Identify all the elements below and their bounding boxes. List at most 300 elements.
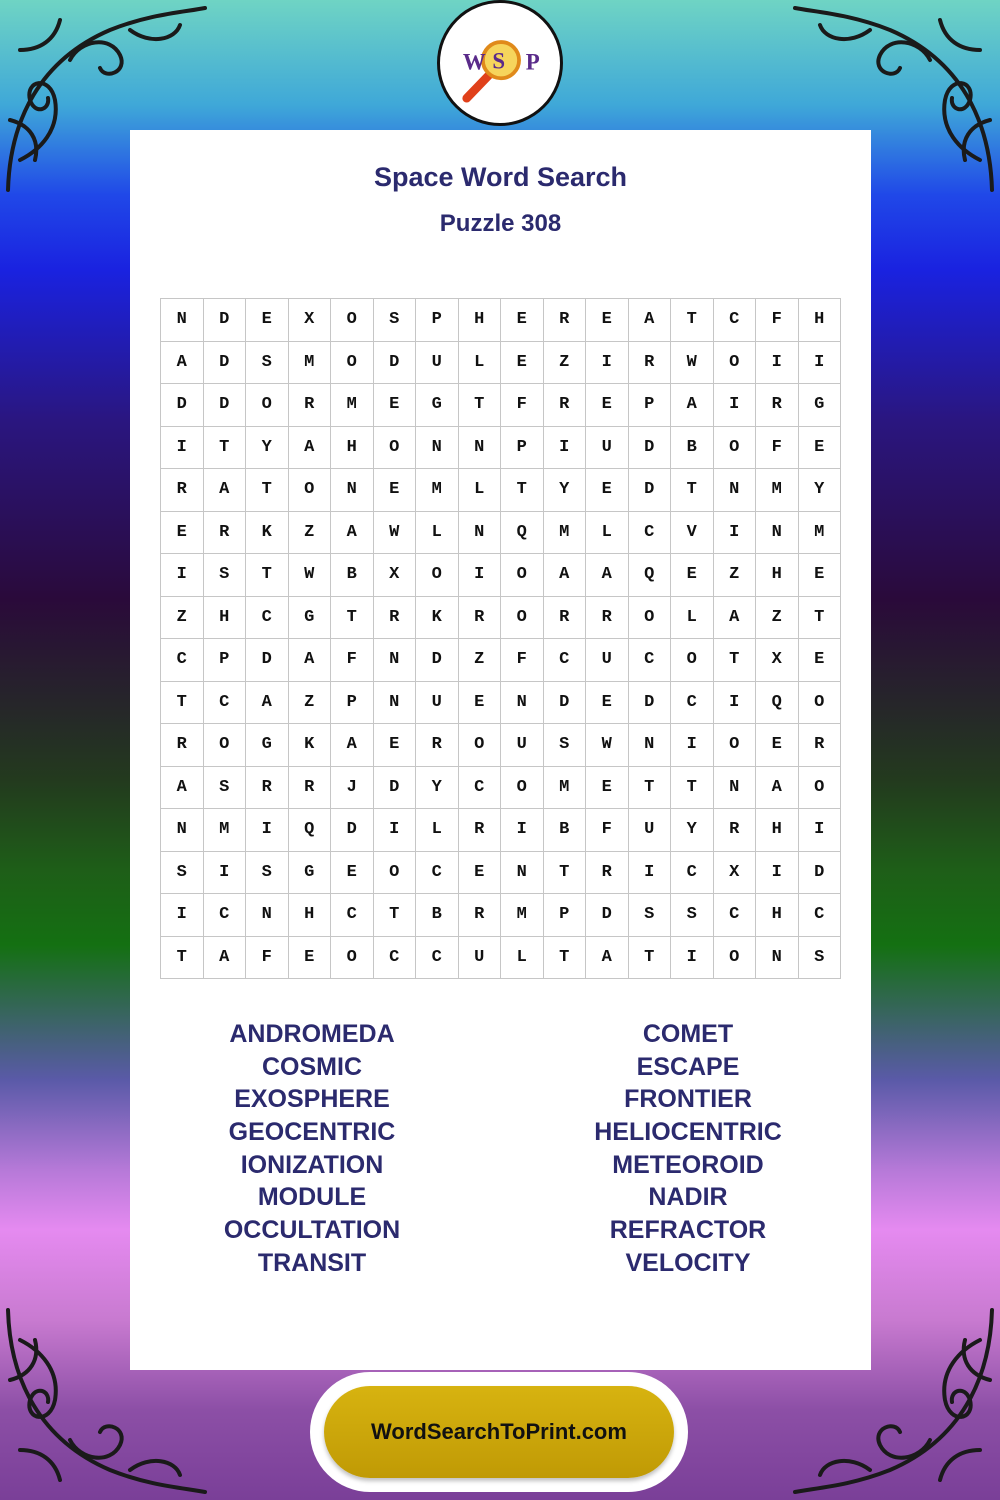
grid-cell[interactable]: D xyxy=(628,469,671,512)
grid-row xyxy=(161,681,841,724)
grid-cell[interactable]: X xyxy=(756,639,799,682)
grid-cell[interactable]: A xyxy=(203,469,246,512)
grid-cell[interactable]: M xyxy=(798,511,841,554)
grid-cell[interactable]: D xyxy=(331,809,374,852)
grid-cell[interactable]: R xyxy=(161,724,204,767)
grid-cell[interactable]: R xyxy=(543,384,586,427)
grid-cell[interactable]: F xyxy=(586,809,629,852)
grid-cell[interactable]: S xyxy=(798,936,841,979)
grid-cell[interactable]: C xyxy=(798,894,841,937)
grid-cell[interactable]: D xyxy=(161,384,204,427)
grid-cell[interactable]: R xyxy=(628,341,671,384)
grid-row xyxy=(161,384,841,427)
grid-cell[interactable]: O xyxy=(798,766,841,809)
grid-cell[interactable]: O xyxy=(373,426,416,469)
grid-cell[interactable]: Y xyxy=(416,766,459,809)
grid-row xyxy=(161,299,841,342)
grid-cell[interactable]: M xyxy=(501,894,544,937)
grid-cell[interactable]: N xyxy=(246,894,289,937)
grid-cell[interactable]: X xyxy=(373,554,416,597)
grid-cell[interactable]: Z xyxy=(161,596,204,639)
grid-cell[interactable]: I xyxy=(161,554,204,597)
grid-cell[interactable]: Z xyxy=(713,554,756,597)
grid-cell[interactable]: Z xyxy=(756,596,799,639)
grid-cell[interactable]: R xyxy=(288,766,331,809)
grid-cell[interactable]: T xyxy=(501,469,544,512)
logo-letter-s: S xyxy=(492,48,506,74)
grid-cell[interactable]: O xyxy=(288,469,331,512)
grid-cell[interactable]: C xyxy=(416,851,459,894)
grid-cell[interactable]: Y xyxy=(246,426,289,469)
grid-cell[interactable]: D xyxy=(798,851,841,894)
grid-cell[interactable]: N xyxy=(416,426,459,469)
grid-cell[interactable]: O xyxy=(713,724,756,767)
logo-letter-p: P xyxy=(525,49,540,75)
grid-cell[interactable]: P xyxy=(331,681,374,724)
grid-cell[interactable]: E xyxy=(586,469,629,512)
word-list-item: METEOROID xyxy=(612,1150,764,1179)
grid-cell[interactable]: N xyxy=(373,681,416,724)
letter-grid xyxy=(160,298,841,979)
word-list-item: TRANSIT xyxy=(257,1248,367,1277)
word-list-item: VELOCITY xyxy=(625,1248,751,1277)
grid-cell[interactable]: U xyxy=(458,936,501,979)
grid-cell[interactable]: H xyxy=(798,299,841,342)
word-list-item: COSMIC xyxy=(262,1052,362,1081)
grid-cell[interactable]: D xyxy=(203,299,246,342)
grid-cell[interactable]: C xyxy=(203,681,246,724)
grid-cell[interactable]: U xyxy=(501,724,544,767)
grid-cell[interactable]: E xyxy=(586,681,629,724)
grid-cell[interactable]: P xyxy=(416,299,459,342)
grid-cell[interactable]: R xyxy=(586,596,629,639)
grid-cell[interactable]: C xyxy=(373,936,416,979)
grid-cell[interactable]: B xyxy=(416,894,459,937)
grid-cell[interactable]: R xyxy=(458,596,501,639)
grid-cell[interactable]: Q xyxy=(756,681,799,724)
grid-cell[interactable]: S xyxy=(203,554,246,597)
grid-cell[interactable]: C xyxy=(671,851,714,894)
grid-cell[interactable]: G xyxy=(798,384,841,427)
grid-cell[interactable]: W xyxy=(586,724,629,767)
grid-cell[interactable]: M xyxy=(288,341,331,384)
grid-cell[interactable]: N xyxy=(331,469,374,512)
grid-cell[interactable]: S xyxy=(246,341,289,384)
grid-cell[interactable]: B xyxy=(543,809,586,852)
grid-cell[interactable]: Z xyxy=(288,681,331,724)
grid-cell[interactable]: G xyxy=(246,724,289,767)
grid-cell[interactable]: B xyxy=(671,426,714,469)
grid-cell[interactable]: H xyxy=(756,894,799,937)
grid-cell[interactable]: T xyxy=(246,554,289,597)
grid-cell[interactable]: L xyxy=(458,341,501,384)
grid-cell[interactable]: Y xyxy=(543,469,586,512)
grid-cell[interactable]: N xyxy=(161,299,204,342)
site-logo[interactable] xyxy=(437,0,563,126)
grid-cell[interactable]: D xyxy=(203,384,246,427)
magnifying-glass-icon xyxy=(440,3,560,123)
grid-cell[interactable]: L xyxy=(501,936,544,979)
grid-cell[interactable]: N xyxy=(713,766,756,809)
grid-cell[interactable]: C xyxy=(203,894,246,937)
grid-cell[interactable]: T xyxy=(628,766,671,809)
grid-cell[interactable]: R xyxy=(373,596,416,639)
word-list-item: GEOCENTRIC xyxy=(228,1118,396,1147)
grid-cell[interactable]: K xyxy=(416,596,459,639)
grid-cell[interactable]: E xyxy=(671,554,714,597)
grid-cell[interactable]: V xyxy=(671,511,714,554)
grid-cell[interactable]: O xyxy=(671,639,714,682)
grid-cell[interactable]: U xyxy=(628,809,671,852)
grid-cell[interactable]: X xyxy=(713,851,756,894)
grid-row xyxy=(161,511,841,554)
grid-cell[interactable]: A xyxy=(203,936,246,979)
grid-cell[interactable]: I xyxy=(713,511,756,554)
grid-cell[interactable]: L xyxy=(416,809,459,852)
grid-cell[interactable]: T xyxy=(331,596,374,639)
grid-cell[interactable]: T xyxy=(671,469,714,512)
grid-cell[interactable]: K xyxy=(288,724,331,767)
grid-row xyxy=(161,554,841,597)
grid-cell[interactable]: C xyxy=(671,681,714,724)
grid-cell[interactable]: E xyxy=(246,299,289,342)
grid-cell[interactable]: A xyxy=(331,724,374,767)
grid-cell[interactable]: O xyxy=(713,341,756,384)
grid-cell[interactable]: D xyxy=(203,341,246,384)
grid-cell[interactable]: U xyxy=(586,639,629,682)
puzzle-card xyxy=(130,130,871,1370)
grid-cell[interactable]: Y xyxy=(798,469,841,512)
grid-cell[interactable]: O xyxy=(331,936,374,979)
grid-cell[interactable]: T xyxy=(671,766,714,809)
grid-cell[interactable]: I xyxy=(373,809,416,852)
grid-cell[interactable]: E xyxy=(798,426,841,469)
grid-cell[interactable]: R xyxy=(586,851,629,894)
grid-cell[interactable]: M xyxy=(756,469,799,512)
grid-cell[interactable]: C xyxy=(246,596,289,639)
grid-cell[interactable]: T xyxy=(628,936,671,979)
grid-cell[interactable]: T xyxy=(458,384,501,427)
grid-cell[interactable]: E xyxy=(458,851,501,894)
word-list-right xyxy=(528,1018,848,1280)
grid-cell[interactable]: A xyxy=(586,936,629,979)
grid-cell[interactable]: A xyxy=(288,639,331,682)
grid-cell[interactable]: Q xyxy=(628,554,671,597)
grid-cell[interactable]: R xyxy=(161,469,204,512)
grid-cell[interactable]: C xyxy=(331,894,374,937)
grid-cell[interactable]: A xyxy=(288,426,331,469)
word-list-item: FRONTIER xyxy=(624,1085,752,1114)
grid-cell[interactable]: S xyxy=(161,851,204,894)
grid-cell[interactable]: O xyxy=(246,384,289,427)
word-list-item: IONIZATION xyxy=(240,1150,384,1179)
page-title: Space Word Search xyxy=(373,162,628,192)
grid-cell[interactable]: O xyxy=(203,724,246,767)
grid-cell[interactable]: A xyxy=(713,596,756,639)
grid-cell[interactable]: I xyxy=(713,681,756,724)
grid-cell[interactable]: I xyxy=(246,809,289,852)
grid-cell[interactable]: T xyxy=(203,426,246,469)
grid-cell[interactable]: N xyxy=(458,426,501,469)
grid-row xyxy=(161,596,841,639)
word-list-item: ESCAPE xyxy=(636,1052,740,1081)
grid-cell[interactable]: H xyxy=(756,809,799,852)
grid-cell[interactable]: C xyxy=(161,639,204,682)
grid-cell[interactable]: Z xyxy=(543,341,586,384)
grid-cell[interactable]: F xyxy=(756,299,799,342)
grid-cell[interactable]: A xyxy=(586,554,629,597)
grid-cell[interactable]: S xyxy=(373,299,416,342)
grid-cell[interactable]: L xyxy=(671,596,714,639)
grid-cell[interactable]: M xyxy=(543,511,586,554)
grid-row xyxy=(161,894,841,937)
grid-cell[interactable]: R xyxy=(543,596,586,639)
grid-cell[interactable]: W xyxy=(671,341,714,384)
grid-cell[interactable]: D xyxy=(373,766,416,809)
grid-cell[interactable]: K xyxy=(246,511,289,554)
grid-cell[interactable]: F xyxy=(756,426,799,469)
grid-cell[interactable]: P xyxy=(203,639,246,682)
grid-cell[interactable]: A xyxy=(246,681,289,724)
grid-cell[interactable]: S xyxy=(628,894,671,937)
grid-cell[interactable]: E xyxy=(756,724,799,767)
grid-cell[interactable]: G xyxy=(288,596,331,639)
grid-cell[interactable]: D xyxy=(628,681,671,724)
grid-cell[interactable]: I xyxy=(671,936,714,979)
grid-cell[interactable]: J xyxy=(331,766,374,809)
word-list-item: COMET xyxy=(642,1020,734,1048)
grid-cell[interactable]: U xyxy=(416,341,459,384)
grid-cell[interactable]: D xyxy=(543,681,586,724)
grid-cell[interactable]: O xyxy=(713,426,756,469)
grid-cell[interactable]: T xyxy=(161,681,204,724)
grid-cell[interactable]: U xyxy=(416,681,459,724)
grid-cell[interactable]: I xyxy=(756,341,799,384)
grid-cell[interactable]: Q xyxy=(501,511,544,554)
grid-cell[interactable]: M xyxy=(203,809,246,852)
grid-cell[interactable]: E xyxy=(331,851,374,894)
grid-cell[interactable]: I xyxy=(628,851,671,894)
grid-cell[interactable]: O xyxy=(458,724,501,767)
grid-cell[interactable]: C xyxy=(713,299,756,342)
grid-cell[interactable]: M xyxy=(543,766,586,809)
grid-cell[interactable]: A xyxy=(628,299,671,342)
word-list-item: EXOSPHERE xyxy=(234,1085,390,1114)
grid-cell[interactable]: S xyxy=(246,851,289,894)
grid-cell[interactable]: R xyxy=(288,384,331,427)
grid-cell[interactable]: E xyxy=(373,469,416,512)
grid-cell[interactable]: S xyxy=(671,894,714,937)
grid-cell[interactable]: C xyxy=(628,511,671,554)
grid-cell[interactable]: N xyxy=(756,511,799,554)
grid-cell[interactable]: T xyxy=(543,851,586,894)
grid-cell[interactable]: R xyxy=(713,809,756,852)
grid-cell[interactable]: W xyxy=(373,511,416,554)
grid-cell[interactable]: H xyxy=(756,554,799,597)
grid-cell[interactable]: N xyxy=(373,639,416,682)
grid-cell[interactable]: D xyxy=(586,894,629,937)
grid-cell[interactable]: C xyxy=(416,936,459,979)
grid-cell[interactable]: H xyxy=(458,299,501,342)
grid-cell[interactable]: I xyxy=(458,554,501,597)
grid-cell[interactable]: R xyxy=(458,809,501,852)
grid-cell[interactable]: O xyxy=(501,596,544,639)
grid-cell[interactable]: Z xyxy=(288,511,331,554)
grid-cell[interactable]: A xyxy=(756,766,799,809)
grid-cell[interactable]: O xyxy=(331,299,374,342)
grid-cell[interactable]: E xyxy=(288,936,331,979)
word-list-item: NADIR xyxy=(648,1183,728,1212)
grid-cell[interactable]: A xyxy=(543,554,586,597)
grid-cell[interactable]: N xyxy=(161,809,204,852)
grid-cell[interactable]: I xyxy=(671,724,714,767)
word-list-item: OCCULTATION xyxy=(223,1216,401,1245)
grid-cell[interactable]: W xyxy=(288,554,331,597)
grid-cell[interactable]: T xyxy=(713,639,756,682)
grid-cell[interactable]: E xyxy=(586,299,629,342)
grid-cell[interactable]: T xyxy=(246,469,289,512)
grid-cell[interactable]: E xyxy=(798,639,841,682)
grid-cell[interactable]: D xyxy=(246,639,289,682)
grid-cell[interactable]: O xyxy=(331,341,374,384)
grid-cell[interactable]: G xyxy=(416,384,459,427)
grid-cell[interactable]: T xyxy=(543,936,586,979)
grid-cell[interactable]: E xyxy=(501,299,544,342)
grid-cell[interactable]: S xyxy=(203,766,246,809)
grid-cell[interactable]: T xyxy=(161,936,204,979)
grid-cell[interactable]: T xyxy=(798,596,841,639)
grid-cell[interactable]: I xyxy=(713,384,756,427)
grid-cell[interactable]: I xyxy=(543,426,586,469)
grid-cell[interactable]: I xyxy=(756,851,799,894)
grid-cell[interactable]: D xyxy=(416,639,459,682)
grid-cell[interactable]: E xyxy=(586,766,629,809)
grid-row xyxy=(161,426,841,469)
grid-cell[interactable]: I xyxy=(161,894,204,937)
grid-cell[interactable]: A xyxy=(331,511,374,554)
grid-cell[interactable]: I xyxy=(203,851,246,894)
grid-cell[interactable]: C xyxy=(713,894,756,937)
grid-cell[interactable]: T xyxy=(373,894,416,937)
grid-cell[interactable]: F xyxy=(501,639,544,682)
grid-cell[interactable]: G xyxy=(288,851,331,894)
word-list-item: REFRACTOR xyxy=(609,1216,767,1245)
word-list-item: ANDROMEDA xyxy=(229,1020,395,1048)
grid-cell[interactable]: C xyxy=(543,639,586,682)
grid-cell[interactable]: R xyxy=(543,299,586,342)
grid-cell[interactable]: L xyxy=(416,511,459,554)
grid-cell[interactable]: R xyxy=(416,724,459,767)
grid-cell[interactable]: A xyxy=(161,341,204,384)
grid-cell[interactable]: O xyxy=(501,554,544,597)
grid-cell[interactable]: E xyxy=(501,341,544,384)
grid-cell[interactable]: N xyxy=(458,511,501,554)
grid-cell[interactable]: R xyxy=(246,766,289,809)
grid-cell[interactable]: O xyxy=(713,936,756,979)
grid-cell[interactable]: I xyxy=(161,426,204,469)
grid-cell[interactable]: X xyxy=(288,299,331,342)
grid-cell[interactable]: M xyxy=(331,384,374,427)
grid-cell[interactable]: I xyxy=(798,809,841,852)
grid-cell[interactable]: D xyxy=(628,426,671,469)
grid-cell[interactable]: E xyxy=(458,681,501,724)
grid-cell[interactable]: L xyxy=(458,469,501,512)
grid-cell[interactable]: P xyxy=(543,894,586,937)
grid-row xyxy=(161,724,841,767)
grid-cell[interactable]: O xyxy=(628,596,671,639)
grid-cell[interactable]: C xyxy=(458,766,501,809)
grid-cell[interactable]: I xyxy=(586,341,629,384)
grid-cell[interactable]: F xyxy=(331,639,374,682)
grid-cell[interactable]: E xyxy=(586,384,629,427)
grid-cell[interactable]: Z xyxy=(458,639,501,682)
grid-cell[interactable]: U xyxy=(586,426,629,469)
grid-cell[interactable]: N xyxy=(756,936,799,979)
grid-cell[interactable]: F xyxy=(246,936,289,979)
grid-cell[interactable]: E xyxy=(373,724,416,767)
grid-cell[interactable]: B xyxy=(331,554,374,597)
grid-row xyxy=(161,851,841,894)
grid-cell[interactable]: N xyxy=(501,681,544,724)
logo-letter-w: W xyxy=(462,49,486,75)
grid-cell[interactable]: Q xyxy=(288,809,331,852)
grid-cell[interactable]: H xyxy=(331,426,374,469)
grid-cell[interactable]: M xyxy=(416,469,459,512)
grid-cell[interactable]: O xyxy=(501,766,544,809)
grid-cell[interactable]: H xyxy=(203,596,246,639)
grid-cell[interactable]: H xyxy=(288,894,331,937)
grid-cell[interactable]: A xyxy=(161,766,204,809)
grid-cell[interactable]: R xyxy=(458,894,501,937)
puzzle-number: Puzzle 308 xyxy=(439,210,562,237)
grid-cell[interactable]: R xyxy=(798,724,841,767)
grid-row xyxy=(161,766,841,809)
word-list-left xyxy=(152,1018,472,1280)
grid-cell[interactable]: A xyxy=(671,384,714,427)
grid-cell[interactable]: L xyxy=(586,511,629,554)
grid-cell[interactable]: R xyxy=(203,511,246,554)
grid-cell[interactable]: C xyxy=(628,639,671,682)
grid-cell[interactable]: E xyxy=(161,511,204,554)
website-link-button[interactable]: WordSearchToPrint.com xyxy=(324,1386,674,1478)
grid-row xyxy=(161,809,841,852)
grid-cell[interactable]: Y xyxy=(671,809,714,852)
grid-cell[interactable]: N xyxy=(628,724,671,767)
grid-cell[interactable]: E xyxy=(373,384,416,427)
grid-cell[interactable]: R xyxy=(756,384,799,427)
grid-row xyxy=(161,341,841,384)
grid-cell[interactable]: T xyxy=(671,299,714,342)
grid-cell[interactable]: P xyxy=(501,426,544,469)
grid-cell[interactable]: O xyxy=(798,681,841,724)
grid-cell[interactable]: N xyxy=(713,469,756,512)
word-list-item: HELIOCENTRIC xyxy=(594,1118,782,1147)
grid-cell[interactable]: I xyxy=(501,809,544,852)
grid-row xyxy=(161,936,841,979)
grid-cell[interactable]: N xyxy=(501,851,544,894)
grid-cell[interactable]: P xyxy=(628,384,671,427)
grid-cell[interactable]: D xyxy=(373,341,416,384)
grid-cell[interactable]: O xyxy=(373,851,416,894)
footer-button-frame xyxy=(310,1372,688,1492)
grid-cell[interactable]: I xyxy=(798,341,841,384)
grid-cell[interactable]: F xyxy=(501,384,544,427)
grid-row xyxy=(161,469,841,512)
grid-cell[interactable]: O xyxy=(416,554,459,597)
grid-cell[interactable]: S xyxy=(543,724,586,767)
grid-cell[interactable]: E xyxy=(798,554,841,597)
word-list-item: MODULE xyxy=(257,1183,367,1212)
